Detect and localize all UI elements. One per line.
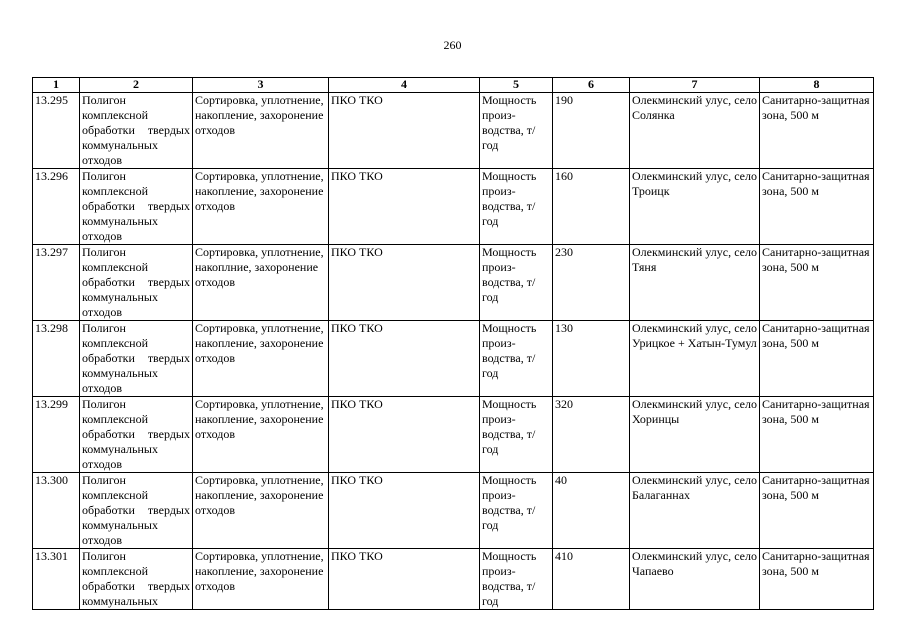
row-number: 13.301	[33, 549, 80, 610]
object-function: Сортировка, уплотнение, накопление, захоронение отходов	[193, 549, 329, 610]
page-number: 260	[443, 38, 462, 52]
parameter-value: 190	[553, 93, 630, 169]
parameter-name: Мощность произ-водства, т/год	[480, 93, 553, 169]
parameter-name: Мощность произ-водства, т/год	[480, 397, 553, 473]
table-row	[33, 93, 874, 169]
parameter-name: Мощность произ-водства, т/год	[480, 169, 553, 245]
object-type: ПКО ТКО	[329, 93, 480, 169]
table-row	[33, 245, 874, 321]
zone: Санитарно-защитная зона, 500 м	[760, 473, 874, 549]
parameter-value: 320	[553, 397, 630, 473]
header-cell: 4	[329, 78, 480, 93]
object-function: Сортировка, уплотнение, накопление, захоронение отходов	[193, 473, 329, 549]
table-row	[33, 549, 874, 610]
header-cell: 5	[480, 78, 553, 93]
table-header	[33, 78, 874, 93]
parameter-name: Мощность произ-водства, т/год	[480, 321, 553, 397]
location: Олекминский улус, село Троицк	[630, 169, 760, 245]
table-body	[33, 93, 874, 610]
location: Олекминский улус, село Тяня	[630, 245, 760, 321]
objects-table	[32, 77, 874, 610]
header-row	[33, 78, 874, 93]
object-name: Полигон комплексной обработки твердых коммунальных отходов	[80, 93, 193, 169]
object-type: ПКО ТКО	[329, 245, 480, 321]
object-name: Полигон комплексной обработки твердых коммунальных отходов	[80, 169, 193, 245]
location: Олекминский улус, село Чапаево	[630, 549, 760, 610]
location: Олекминский улус, село Урицкое + Хатын-Тумул	[630, 321, 760, 397]
object-function: Сортировка, уплотнение, накопление, захоронение отходов	[193, 397, 329, 473]
parameter-name: Мощность произ-водства, т/год	[480, 245, 553, 321]
zone: Санитарно-защитная зона, 500 м	[760, 397, 874, 473]
header-cell: 8	[760, 78, 874, 93]
row-number: 13.299	[33, 397, 80, 473]
object-function: Сортировка, уплотнение, накопление, захоронение отходов	[193, 321, 329, 397]
header-cell: 2	[80, 78, 193, 93]
table-row	[33, 169, 874, 245]
zone: Санитарно-защитная зона, 500 м	[760, 321, 874, 397]
zone: Санитарно-защитная зона, 500 м	[760, 549, 874, 610]
zone: Санитарно-защитная зона, 500 м	[760, 93, 874, 169]
parameter-value: 230	[553, 245, 630, 321]
location: Олекминский улус, село Балаганнах	[630, 473, 760, 549]
location: Олекминский улус, село Хоринцы	[630, 397, 760, 473]
location: Олекминский улус, село Солянка	[630, 93, 760, 169]
parameter-value: 410	[553, 549, 630, 610]
table-row	[33, 473, 874, 549]
object-name: Полигон комплексной обработки твердых коммунальных отходов	[80, 397, 193, 473]
row-number: 13.300	[33, 473, 80, 549]
parameter-name: Мощность произ-водства, т/год	[480, 549, 553, 610]
zone: Санитарно-защитная зона, 500 м	[760, 245, 874, 321]
object-name: Полигон комплексной обработки твердых коммунальных отходов	[80, 473, 193, 549]
table-row	[33, 397, 874, 473]
object-function: Сортировка, уплотнение, накопление, захоронение отходов	[193, 169, 329, 245]
object-name: Полигон комплексной обработки твердых коммунальных	[80, 549, 193, 610]
parameter-value: 40	[553, 473, 630, 549]
row-number: 13.297	[33, 245, 80, 321]
parameter-value: 160	[553, 169, 630, 245]
header-cell: 7	[630, 78, 760, 93]
object-type: ПКО ТКО	[329, 397, 480, 473]
header-cell: 1	[33, 78, 80, 93]
object-type: ПКО ТКО	[329, 549, 480, 610]
table-row	[33, 321, 874, 397]
parameter-name: Мощность произ-водства, т/год	[480, 473, 553, 549]
header-cell: 3	[193, 78, 329, 93]
object-type: ПКО ТКО	[329, 321, 480, 397]
object-type: ПКО ТКО	[329, 169, 480, 245]
object-type: ПКО ТКО	[329, 473, 480, 549]
object-name: Полигон комплексной обработки твердых коммунальных отходов	[80, 321, 193, 397]
row-number: 13.298	[33, 321, 80, 397]
row-number: 13.296	[33, 169, 80, 245]
object-function: Сортировка, уплотнение, накоплние, захоронение отходов	[193, 245, 329, 321]
object-name: Полигон комплексной обработки твердых коммунальных отходов	[80, 245, 193, 321]
parameter-value: 130	[553, 321, 630, 397]
row-number: 13.295	[33, 93, 80, 169]
header-cell: 6	[553, 78, 630, 93]
object-function: Сортировка, уплотнение, накопление, захоронение отходов	[193, 93, 329, 169]
zone: Санитарно-защитная зона, 500 м	[760, 169, 874, 245]
